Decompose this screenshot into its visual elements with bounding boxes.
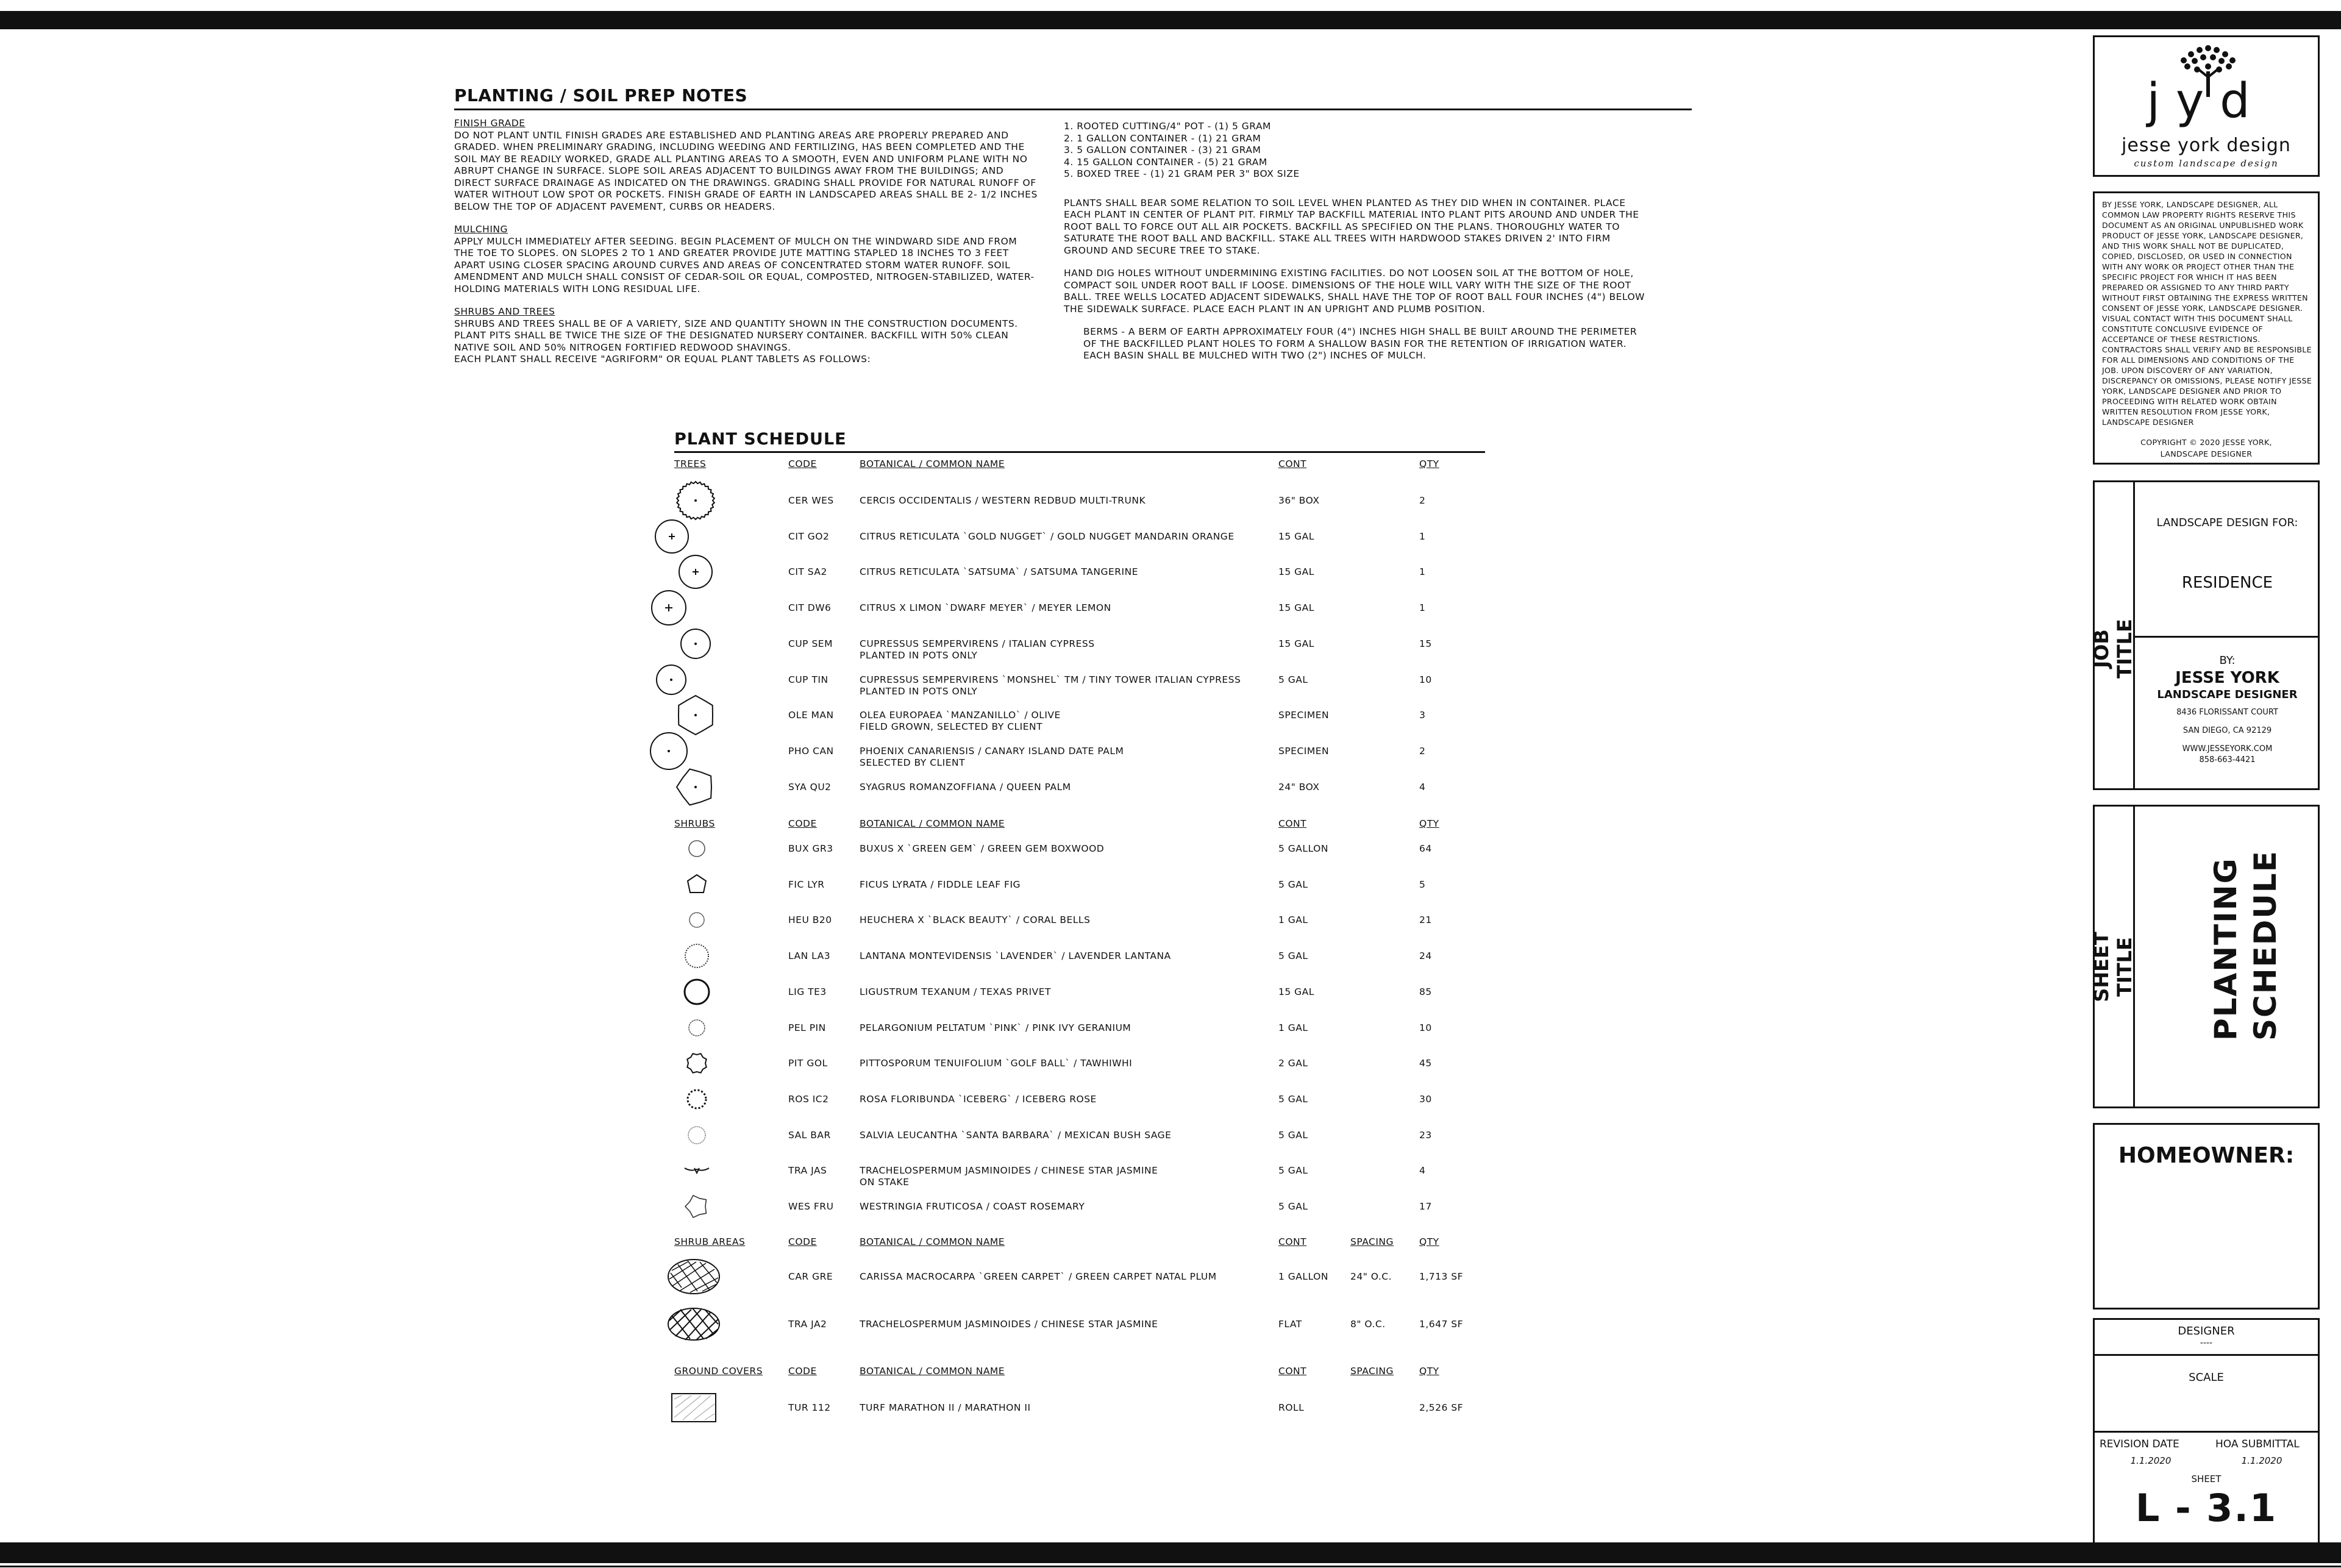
plant-container: ROLL <box>1278 1402 1305 1413</box>
code-header: CODE <box>788 458 817 469</box>
plant-qty: 2,526 SF <box>1419 1402 1464 1413</box>
table-row <box>0 710 2341 734</box>
plant-container: 5 GAL <box>1278 950 1308 962</box>
plant-qty: 1 <box>1419 566 1426 578</box>
schedule-title: PLANT SCHEDULE <box>674 430 847 449</box>
table-row <box>0 1271 2341 1295</box>
plant-code: CIT SA2 <box>788 566 827 578</box>
plant-code: SAL BAR <box>788 1129 831 1141</box>
notes-left-column <box>454 118 1039 366</box>
plant-code: OLE MAN <box>788 710 834 721</box>
plant-code: PEL PIN <box>788 1022 826 1033</box>
plant-name: CERCIS OCCIDENTALIS / WESTERN REDBUD MULTI-TRUNK <box>860 495 1146 506</box>
tablets-intro: EACH PLANT SHALL RECEIVE "AGRIFORM" OR EQUAL PLANT TABLETS AS FOLLOWS: <box>454 354 871 365</box>
tagline: custom landscape design <box>2134 158 2279 169</box>
plant-container: FLAT <box>1278 1319 1302 1330</box>
homeowner-label: HOMEOWNER: <box>2118 1143 2295 1168</box>
company-name: jesse york design <box>2122 135 2291 156</box>
plant-name: PELARGONIUM PELTATUM `PINK` / PINK IVY GERANIUM <box>860 1022 1131 1033</box>
plant-qty: 4 <box>1419 781 1426 793</box>
hoa-date: 1.1.2020 <box>2241 1455 2282 1466</box>
plant-code: FIC LYR <box>788 878 825 890</box>
tree-h-symbol-icon <box>668 766 723 808</box>
cont-header: CONT <box>1278 1236 1307 1247</box>
sheet-title-label: SHEET TITLE <box>2090 932 2136 1002</box>
plant-name: OLEA EUROPAEA `MANZANILLO` / OLIVE <box>860 710 1061 721</box>
plant-container: 5 GAL <box>1278 674 1308 685</box>
plant-qty: 45 <box>1419 1058 1432 1069</box>
qty-header: QTY <box>1419 1366 1439 1377</box>
residence-label: RESIDENCE <box>2181 574 2273 592</box>
plant-container: 24" BOX <box>1278 781 1320 793</box>
notes-title: PLANTING / SOIL PREP NOTES <box>454 85 748 105</box>
plant-container: 5 GAL <box>1278 1201 1308 1212</box>
botanical-header: BOTANICAL / COMMON NAME <box>860 818 1005 829</box>
qty-header: QTY <box>1419 458 1439 469</box>
table-row <box>0 879 2341 903</box>
schedule-rule <box>674 451 1485 453</box>
plant-qty: 1,647 SF <box>1419 1319 1464 1330</box>
top-band <box>0 11 2341 29</box>
cont-header: CONT <box>1278 1366 1307 1377</box>
plant-name: FICUS LYRATA / FIDDLE LEAF FIG <box>860 878 1021 890</box>
gc-a-symbol-icon <box>666 1386 721 1429</box>
plant-qty: 64 <box>1419 843 1432 854</box>
plant-name: ROSA FLORIBUNDA `ICEBERG` / ICEBERG ROSE <box>860 1093 1097 1105</box>
plant-container: 15 GAL <box>1278 530 1314 542</box>
plant-name: CITRUS RETICULATA `SATSUMA` / SATSUMA TANGERINE <box>860 566 1139 578</box>
copyright-line2: LANDSCAPE DESIGNER <box>2160 449 2253 458</box>
tablet-item: 4. 15 GALLON CONTAINER - (5) 21 GRAM <box>1064 156 1267 168</box>
plant-code: SYA QU2 <box>788 781 832 793</box>
mulching-text: APPLY MULCH IMMEDIATELY AFTER SEEDING. BEGIN PLACEMENT OF MULCH ON THE WINDWARD SIDE AND FROM THE TOE TO SLOPES. ON SLOPES 2 TO 1 AND GREATER PROVIDE JUTE MATTING STAPLED 18 INCHES TO 3 FEET APART USING CLOSER SPACING AROUND CURVES AND AREAS OF CONCENTRATED STORM WATER RUNOFF. SOIL AMENDMENT AND MULCH SHALL CONSIST OF CEDAR-SOIL OR EQUAL, COMPOSTED, NITROGEN-STABILIZED, WATER-HOLDING MATERIALS WITH LONG RESIDUAL LIFE. <box>454 235 1035 294</box>
plant-qty: 5 <box>1419 878 1426 890</box>
plant-name: CUPRESSUS SEMPERVIRENS / ITALIAN CYPRESS <box>860 638 1095 649</box>
plant-name: CARISSA MACROCARPA `GREEN CARPET` / GREEN CARPET NATAL PLUM <box>860 1271 1217 1282</box>
plant-name: PITTOSPORUM TENUIFOLIUM `GOLF BALL` / TAWHIWHI <box>860 1058 1133 1069</box>
plants-text: PLANTS SHALL BEAR SOME RELATION TO SOIL LEVEL WHEN PLANTED AS THEY DID WHEN IN CONTAINER. PLACE EACH PLANT IN CENTER OF PLANT PIT. FIRMLY TAP BACKFILL MATERIAL INTO PLANT PITS AROUND AND UNDER THE ROOT BALL TO FORCE OUT ALL AIR POCKETS. BACKFILL AS SPECIFIED ON THE PLANS. THOROUGHLY WATER TO SATURATE THE ROOT BALL AND BACKFILL. STAKE ALL TREES WITH HARDWOOD STAKES DRIVEN 2' INTO FIRM GROUND AND SECURE TREE TO STAKE. <box>1064 197 1639 256</box>
plant-code: CIT DW6 <box>788 602 832 614</box>
table-row <box>0 782 2341 806</box>
plant-code: BUX GR3 <box>788 843 833 854</box>
table-row <box>0 914 2341 939</box>
plant-symbol <box>668 766 723 811</box>
plant-name: SYAGRUS ROMANZOFFIANA / QUEEN PALM <box>860 781 1071 793</box>
plant-code: TRA JA2 <box>788 1319 827 1330</box>
copyright-text: BY JESSE YORK, LANDSCAPE DESIGNER, ALL COMMON LAW PROPERTY RIGHTS RESERVE THIS DOCUMENT AS AN ORIGINAL UNPUBLISHED WORK PRODUCT OF JESSE YORK, LANDSCAPE DESIGNER, AND THIS WORK SHALL NOT BE DUPLICATED, COPIED, DISCLOSED, OR USED IN CONNECTION WITH ANY WORK OR PROJECT OTHER THAN THE SPECIFIC PROJECT FOR WHICH IT HAS BEEN PREPARED OR ASSIGNED TO ANY THIRD PARTY WITHOUT FIRST OBTAINING THE EXPRESS WRITTEN CONSENT OF JESSE YORK, LANDSCAPE DESIGNER. VISUAL CONTACT WITH THIS DOCUMENT SHALL CONSTITUTE CONCLUSIVE EVIDENCE OF ACCEPTANCE OF THESE RESTRICTIONS. CONTRACTORS SHALL VERIFY AND BE RESPONSIBLE FOR ALL DIMENSIONS AND CONDITIONS OF THE JOB. UPON DISCOVERY OF ANY VARIATION, DISCREPANCY OR OMISSIONS, PLEASE NOTIFY JESSE YORK, LANDSCAPE DESIGNER AND PRIOR TO PROCEEDING WITH RELATED WORK OBTAIN WRITTEN RESOLUTION FROM JESSE YORK, LANDSCAPE DESIGNER <box>2102 200 2312 427</box>
homeowner-box <box>2093 1123 2320 1310</box>
designer-value: ---- <box>2200 1338 2213 1348</box>
table-row <box>0 1094 2341 1118</box>
plant-name: TRACHELOSPERMUM JASMINOIDES / CHINESE STAR JASMINE <box>860 1165 1158 1177</box>
sheet-title-line2: SCHEDULE <box>2248 850 2283 1041</box>
info-box <box>2093 1318 2320 1552</box>
plant-qty: 10 <box>1419 674 1432 685</box>
table-row <box>0 1319 2341 1343</box>
plant-container: 36" BOX <box>1278 495 1320 506</box>
website-link[interactable]: WWW.JESSEYORK.COM <box>2182 744 2273 754</box>
plant-qty: 15 <box>1419 638 1432 649</box>
plant-qty: 24 <box>1419 950 1432 962</box>
plant-code: LAN LA3 <box>788 950 831 962</box>
table-row <box>0 1402 2341 1427</box>
plant-container: 15 GAL <box>1278 986 1314 997</box>
hand-dig-text: HAND DIG HOLES WITHOUT UNDERMINING EXISTING FACILITIES. DO NOT LOOSEN SOIL AT THE BOTTOM OF HOLE, COMPACT SOIL UNDER ROOT BALL IF LOOSE. DIMENSIONS OF THE HOLE WILL VARY WITH THE SIZE OF THE ROOT BALL. TREE WELLS LOCATED ADJACENT SIDEWALKS, SHALL HAVE THE TOP OF ROOT BALL FOUR INCHES (4") BELOW THE SIDEWALK SURFACE. PLACE EACH PLANT IN AN UPRIGHT AND PLUMB POSITION. <box>1064 268 1645 315</box>
plant-container: 15 GAL <box>1278 638 1314 649</box>
job-title-label: JOB TITLE <box>2090 619 2136 679</box>
schedule-header-row <box>0 1236 2341 1261</box>
address-line2: SAN DIEGO, CA 92129 <box>2182 726 2272 735</box>
plant-container: 2 GAL <box>1278 1058 1308 1069</box>
table-row <box>0 495 2341 519</box>
area-a-symbol-icon <box>666 1255 721 1298</box>
table-row <box>0 1201 2341 1225</box>
plant-qty: 1,713 SF <box>1419 1271 1464 1282</box>
plant-name: LIGUSTRUM TEXANUM / TEXAS PRIVET <box>860 986 1051 997</box>
plant-container: SPECIMEN <box>1278 745 1330 757</box>
area-b-symbol-icon <box>666 1303 721 1345</box>
plant-code: HEU B20 <box>788 914 832 926</box>
sheet-title-line1: PLANTING <box>2208 857 2243 1041</box>
cont-header: CONT <box>1278 458 1307 469</box>
table-row <box>0 566 2341 591</box>
plant-qty: 17 <box>1419 1201 1432 1212</box>
plant-code: CUP SEM <box>788 638 833 649</box>
plant-spacing: 8" O.C. <box>1350 1319 1386 1330</box>
plant-symbol <box>666 1386 721 1431</box>
table-row <box>0 986 2341 1011</box>
code-header: CODE <box>788 818 817 829</box>
bottom-band-thin <box>0 1566 2341 1567</box>
plant-code: LIG TE3 <box>788 986 827 997</box>
schedule-header-row <box>0 458 2341 483</box>
hoa-label: HOA SUBMITTAL <box>2215 1438 2300 1450</box>
designer-title: LANDSCAPE DESIGNER <box>2157 688 2298 701</box>
logo-box <box>2093 35 2320 177</box>
designer-name: JESSE YORK <box>2175 669 2279 687</box>
notes-right-column <box>1064 121 1649 373</box>
scale-label: SCALE <box>2189 1371 2224 1384</box>
category-label: SHRUBS <box>674 818 715 829</box>
finish-grade-text: DO NOT PLANT UNTIL FINISH GRADES ARE ESTABLISHED AND PLANTING AREAS ARE PROPERLY PREPARED AND GRADED. WHEN PRELIMINARY GRADING, INCLUDING WEEDING AND FERTILIZING, HAS BEEN COMPLETED AND THE SOIL MAY BE READILY WORKED, GRADE ALL PLANTING AREAS TO A SMOOTH, EVEN AND UNIFORM PLANE WITH NO ABRUPT CHANGE IN SURFACE. SLOPE SOIL AREAS ADJACENT TO BUILDINGS AWAY FROM THE BUILDINGS; AND DIRECT SURFACE DRAINAGE AS INDICATED ON THE DRAWINGS. GRADING SHALL PROVIDE FOR NATURAL RUNOFF OF WATER WITHOUT LOW SPOT OR POCKETS. FINISH GRADE OF EARTH IN LANDSCAPED AREAS SHALL BE 2- 1/2 INCHES BELOW THE TOP OF ADJACENT PAVEMENT, CURBS OR HEADERS. <box>454 129 1038 212</box>
plant-name: TURF MARATHON II / MARATHON II <box>860 1402 1031 1413</box>
schedule-header-row <box>0 818 2341 843</box>
plant-symbol <box>666 1303 721 1348</box>
berms-text: BERMS - A BERM OF EARTH APPROXIMATELY FOUR (4") INCHES HIGH SHALL BE BUILT AROUND THE PERIMETER OF THE BACKFILLED PLANT HOLES TO FORM A SHALLOW BASIN FOR THE RETENTION OF IRRIGATION WATER. EACH BASIN SHALL BE MULCHED WITH TWO (2") INCHES OF MULCH. <box>1083 326 1637 361</box>
shrubs-trees-heading: SHRUBS AND TREES <box>454 306 555 317</box>
qty-header: QTY <box>1419 818 1439 829</box>
botanical-header: BOTANICAL / COMMON NAME <box>860 1366 1005 1377</box>
notes-rule <box>454 109 1692 110</box>
code-header: CODE <box>788 1366 817 1377</box>
phone-number: 858-663-4421 <box>2199 755 2256 764</box>
plant-code: PIT GOL <box>788 1058 828 1069</box>
plant-qty: 21 <box>1419 914 1432 926</box>
botanical-header: BOTANICAL / COMMON NAME <box>860 1236 1005 1247</box>
plant-container: 1 GAL <box>1278 914 1308 926</box>
revision-date: 1.1.2020 <box>2130 1455 2172 1466</box>
plant-note: SELECTED BY CLIENT <box>860 757 966 768</box>
plant-name: SALVIA LEUCANTHA `SANTA BARBARA` / MEXICAN BUSH SAGE <box>860 1129 1172 1141</box>
by-label: BY: <box>2219 654 2236 667</box>
table-row <box>0 1022 2341 1047</box>
table-row <box>0 843 2341 868</box>
copyright-box <box>2093 191 2320 465</box>
finish-grade-heading: FINISH GRADE <box>454 118 526 129</box>
plant-qty: 30 <box>1419 1093 1432 1105</box>
plant-qty: 2 <box>1419 495 1426 506</box>
table-row <box>0 1130 2341 1154</box>
plant-note: ON STAKE <box>860 1177 910 1188</box>
plant-name: PHOENIX CANARIENSIS / CANARY ISLAND DATE PALM <box>860 745 1124 757</box>
plant-qty: 1 <box>1419 602 1426 614</box>
plant-container: 1 GAL <box>1278 1022 1308 1033</box>
plant-name: BUXUS X `GREEN GEM` / GREEN GEM BOXWOOD <box>860 843 1105 854</box>
address-line1: 8436 FLORISSANT COURT <box>2176 708 2278 717</box>
plant-name: LANTANA MONTEVIDENSIS `LAVENDER` / LAVENDER LANTANA <box>860 950 1171 962</box>
plant-qty: 3 <box>1419 710 1426 721</box>
plant-symbol <box>669 1185 724 1230</box>
code-header: CODE <box>788 1236 817 1247</box>
plant-code: PHO CAN <box>788 745 834 757</box>
info-rule-2 <box>2095 1431 2318 1433</box>
category-label: TREES <box>674 458 707 469</box>
logo-letters: jyd <box>2147 74 2266 129</box>
designer-label: DESIGNER <box>2178 1325 2235 1338</box>
table-row <box>0 950 2341 975</box>
plant-container: SPECIMEN <box>1278 710 1330 721</box>
spacing-header: SPACING <box>1350 1236 1394 1247</box>
plant-code: TUR 112 <box>788 1402 831 1413</box>
table-row <box>0 674 2341 699</box>
mulching-heading: MULCHING <box>454 224 508 235</box>
spacing-header: SPACING <box>1350 1366 1394 1377</box>
shrubs-trees-text: SHRUBS AND TREES SHALL BE OF A VARIETY, SIZE AND QUANTITY SHOWN IN THE CONSTRUCTION DOCUMENTS. PLANT PITS SHALL BE TWICE THE SIZE OF THE DESIGNATED NURSERY CONTAINER. BACKFILL WITH 50% CLEAN NATIVE SOIL AND 50% NITROGEN FORTIFIED REDWOOD SHAVINGS. <box>454 318 1018 353</box>
plant-name: CITRUS RETICULATA `GOLD NUGGET` / GOLD NUGGET MANDARIN ORANGE <box>860 530 1235 542</box>
plant-qty: 23 <box>1419 1129 1432 1141</box>
plant-note: PLANTED IN POTS ONLY <box>860 685 978 697</box>
botanical-header: BOTANICAL / COMMON NAME <box>860 458 1005 469</box>
plant-name: TRACHELOSPERMUM JASMINOIDES / CHINESE STAR JASMINE <box>860 1319 1158 1330</box>
plant-container: 5 GAL <box>1278 878 1308 890</box>
plant-qty: 4 <box>1419 1165 1426 1177</box>
tablet-item: 1. ROOTED CUTTING/4" POT - (1) 5 GRAM <box>1064 121 1271 132</box>
job-title-hdivider <box>2133 636 2320 638</box>
bottom-band <box>0 1542 2341 1563</box>
plant-name: CUPRESSUS SEMPERVIRENS `MONSHEL` TM / TINY TOWER ITALIAN CYPRESS <box>860 674 1241 685</box>
plant-container: 15 GAL <box>1278 566 1314 578</box>
plant-symbol <box>666 1255 721 1300</box>
copyright-line1: COPYRIGHT © 2020 JESSE YORK, <box>2140 438 2272 447</box>
plant-container: 5 GALLON <box>1278 843 1328 854</box>
plant-code: CAR GRE <box>788 1271 833 1282</box>
plant-code: CUP TIN <box>788 674 828 685</box>
table-row <box>0 638 2341 663</box>
table-row <box>0 746 2341 770</box>
plant-container: 1 GALLON <box>1278 1271 1328 1282</box>
plant-code: WES FRU <box>788 1201 834 1212</box>
plant-qty: 2 <box>1419 745 1426 757</box>
plant-container: 5 GAL <box>1278 1093 1308 1105</box>
plant-code: CER WES <box>788 495 834 506</box>
plant-code: CIT GO2 <box>788 530 830 542</box>
cont-header: CONT <box>1278 818 1307 829</box>
job-title-box <box>2090 480 2320 790</box>
plant-note: PLANTED IN POTS ONLY <box>860 649 978 661</box>
category-label: GROUND COVERS <box>674 1366 763 1377</box>
table-row <box>0 1165 2341 1189</box>
category-label: SHRUB AREAS <box>674 1236 746 1247</box>
tablet-item: 2. 1 GALLON CONTAINER - (1) 21 GRAM <box>1064 132 1261 144</box>
plant-name: HEUCHERA X `BLACK BEAUTY` / CORAL BELLS <box>860 914 1091 926</box>
plant-qty: 10 <box>1419 1022 1432 1033</box>
plant-code: TRA JAS <box>788 1165 827 1177</box>
plant-code: ROS IC2 <box>788 1093 829 1105</box>
plant-container: 15 GAL <box>1278 602 1314 614</box>
table-row <box>0 531 2341 555</box>
tablet-item: 3. 5 GALLON CONTAINER - (3) 21 GRAM <box>1064 144 1261 155</box>
sheet-title-box <box>2090 805 2320 1108</box>
plant-note: FIELD GROWN, SELECTED BY CLIENT <box>860 721 1043 733</box>
shrub-k-symbol-icon <box>669 1185 724 1228</box>
revision-label: REVISION DATE <box>2100 1438 2179 1450</box>
schedule-header-row <box>0 1366 2341 1390</box>
info-rule-1 <box>2095 1354 2318 1356</box>
sheet-label: SHEET <box>2191 1474 2222 1484</box>
design-for-label: LANDSCAPE DESIGN FOR: <box>2156 516 2298 529</box>
plant-container: 5 GAL <box>1278 1165 1308 1177</box>
plant-qty: 1 <box>1419 530 1426 542</box>
table-row <box>0 602 2341 627</box>
plant-qty: 85 <box>1419 986 1432 997</box>
tablet-item: 5. BOXED TREE - (1) 21 GRAM PER 3" BOX SIZE <box>1064 168 1300 179</box>
plant-container: 5 GAL <box>1278 1129 1308 1141</box>
table-row <box>0 1058 2341 1082</box>
qty-header: QTY <box>1419 1236 1439 1247</box>
plant-spacing: 24" O.C. <box>1350 1271 1392 1282</box>
plant-name: WESTRINGIA FRUTICOSA / COAST ROSEMARY <box>860 1201 1085 1212</box>
plant-name: CITRUS X LIMON `DWARF MEYER` / MEYER LEMON <box>860 602 1111 614</box>
sheet-number: L - 3.1 <box>2135 1486 2278 1530</box>
